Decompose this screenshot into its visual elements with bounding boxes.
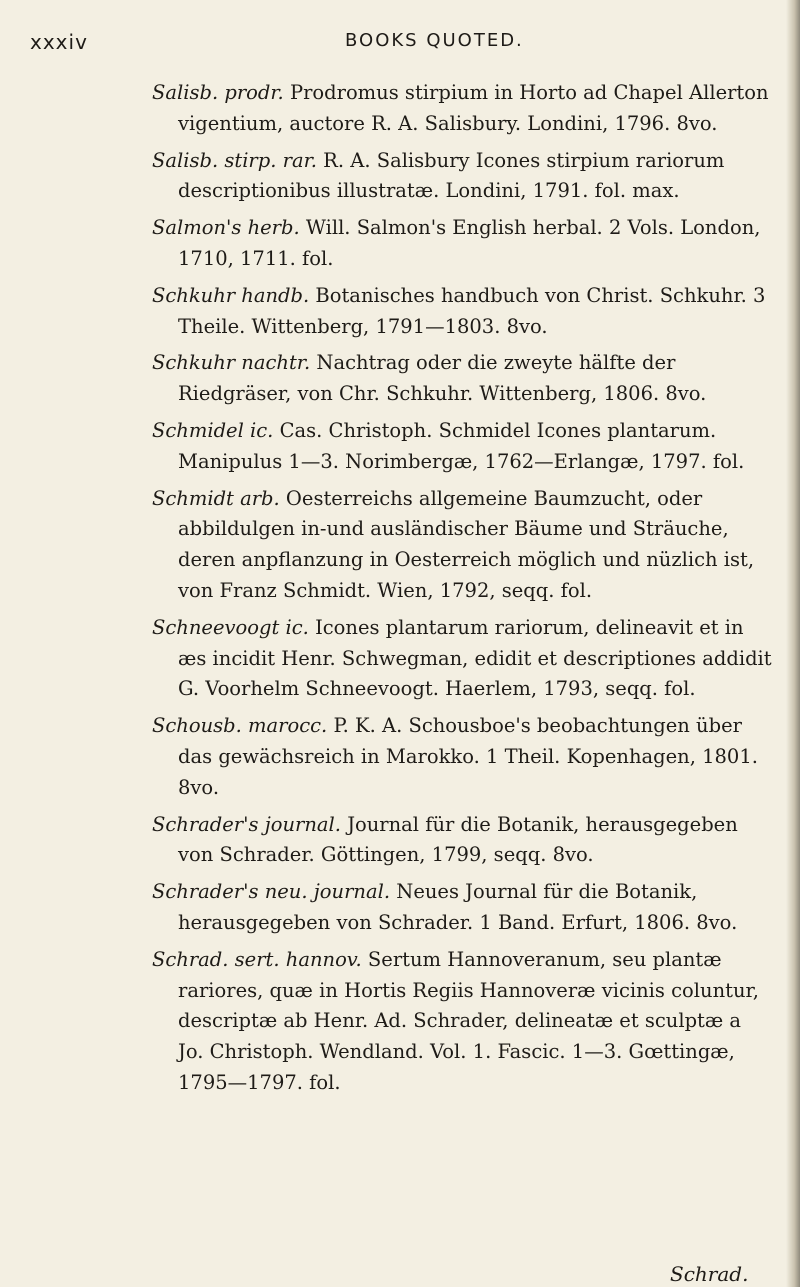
entry-abbreviation: Schmidt arb. (152, 486, 280, 510)
bibliography-entry (152, 484, 772, 607)
entry-abbreviation: Schkuhr handb. (152, 283, 310, 307)
bibliography-entry (152, 281, 772, 343)
entry-text: Prodromus stirpium in Horto ad Chapel Allerton vigentium, auctore R. A. Salisbury. Londini, 1796. 8vo. (178, 81, 769, 135)
entry-abbreviation: Schousb. marocc. (152, 714, 328, 738)
bibliography-entry (152, 711, 772, 803)
catchword: Schrad. (670, 1262, 749, 1286)
entry-text: Oesterreichs allgemeine Baumzucht, oder abbildulgen in-und ausländischer Bäume und Sträuche, deren anpflanzung in Oesterreich möglich und nüzlich ist, von Franz Schmidt. Wien, 1792, seqq. fol. (178, 486, 755, 602)
entry-text: Nachtrag oder die zweyte hälfte der Riedgräser, von Chr. Schkuhr. Wittenberg, 1806. 8vo. (178, 351, 707, 406)
bibliography-list (152, 78, 772, 1105)
entry-text: P. K. A. Schousboe's beobachtungen über das gewächsreich in Marokko. 1 Theil. Kopenhagen, 1801. 8vo. (178, 714, 758, 799)
bibliography-entry (152, 810, 772, 872)
entry-abbreviation: Schkuhr nachtr. (152, 351, 311, 375)
entry-abbreviation: Schrader's journal. (152, 812, 341, 836)
entry-text: R. A. Salisbury Icones stirpium rariorum descriptionibus illustratæ. Londini, 1791. fol. max. (178, 148, 725, 203)
entry-text: Neues Journal für die Botanik, herausgegeben von Schrader. 1 Band. Erfurt, 1806. 8vo. (178, 880, 738, 934)
bibliography-entry (152, 877, 772, 939)
bibliography-entry (152, 213, 772, 275)
entry-text: Will. Salmon's English herbal. 2 Vols. London, 1710, 1711. fol. (178, 216, 761, 270)
entry-abbreviation: Schneevoogt ic. (152, 615, 309, 639)
entry-abbreviation: Salisb. prodr. (152, 81, 284, 104)
bibliography-entry (152, 416, 772, 478)
bibliography-entry (152, 146, 772, 208)
entry-text: Sertum Hannoveranum, seu plantæ rariores, quæ in Hortis Regiis Hannoveræ vicinis coluntur, descriptæ ab Henr. Ad. Schrader, delineatæ et sculptæ a Jo. Christoph. Wendland. Vol. 1. Fascic. 1—3. Gœttingæ, 1795—1797. fol. (178, 947, 759, 1094)
bibliography-entry (152, 945, 772, 1099)
entry-abbreviation: Schmidel ic. (152, 418, 274, 442)
running-title: BOOKS QUOTED. (345, 30, 524, 51)
entry-abbreviation: Schrad. sert. hannov. (152, 947, 362, 971)
bibliography-entry (152, 78, 772, 140)
entry-abbreviation: Salmon's herb. (152, 216, 300, 240)
entry-text: Journal für die Botanik, herausgegeben von Schrader. Göttingen, 1799, seqq. 8vo. (178, 812, 738, 867)
entry-text: Icones plantarum rariorum, delineavit et in æs incidit Henr. Schwegman, edidit et descriptiones addidit G. Voorhelm Schneevoogt. Haerlem, 1793, seqq. fol. (178, 615, 772, 701)
bibliography-entry (152, 348, 772, 410)
entry-abbreviation: Salisb. stirp. rar. (152, 148, 317, 172)
bibliography-entry (152, 613, 772, 705)
page-edge-shadow (786, 0, 800, 1287)
page-number: xxxiv (30, 30, 88, 54)
page-header (0, 30, 800, 70)
entry-text: Botanisches handbuch von Christ. Schkuhr. 3 Theile. Wittenberg, 1791—1803. 8vo. (178, 283, 766, 338)
entry-text: Cas. Christoph. Schmidel Icones plantarum. Manipulus 1—3. Norimbergæ, 1762—Erlangæ, 1797. fol. (178, 418, 745, 473)
entry-abbreviation: Schrader's neu. journal. (152, 880, 391, 904)
